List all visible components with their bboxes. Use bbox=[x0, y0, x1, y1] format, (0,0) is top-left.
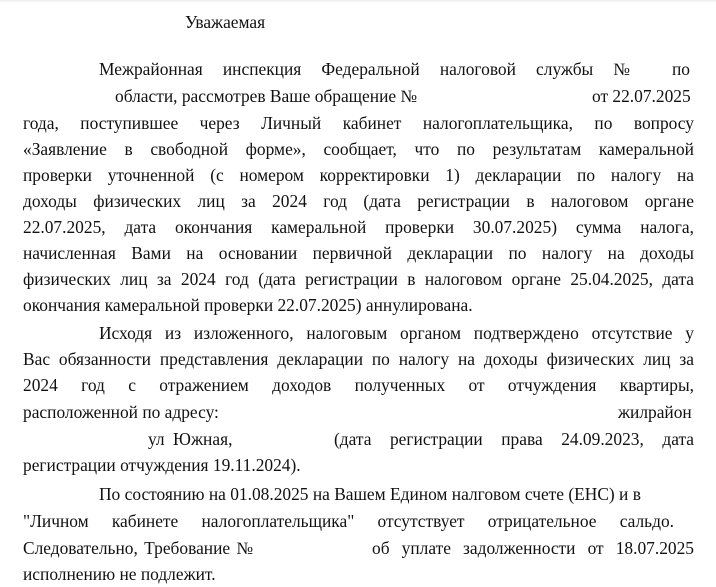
p3-line-2: "Личном кабинете налогоплательщика" отсутствует отрицательное сальдо. bbox=[23, 511, 674, 531]
p1-line-1-tail: по bbox=[672, 59, 691, 79]
p2-line-4-tail: жилрайон bbox=[618, 402, 692, 422]
p2-line-3: 2024 год с отражением доходов полученных от отчуждения квартиры, bbox=[23, 375, 694, 395]
p3-line-1: По состоянию на 01.08.2025 на Вашем Едином налговом счете (ЕНС) и в bbox=[99, 484, 641, 504]
p2-line-5: ул Южная, bbox=[148, 429, 233, 449]
p2-line-5-tail: (дата регистрации права 24.09.2023, дата bbox=[334, 429, 694, 449]
p2-line-6: регистрации отчуждения 19.11.2024). bbox=[23, 455, 301, 475]
greeting: Уважаемая bbox=[185, 12, 266, 32]
p1-line-8: начисленная Вами на основании первичной декларации по налогу на доходы bbox=[23, 243, 694, 263]
p1-line-2: области, рассмотрев Ваше обращение № bbox=[115, 86, 418, 106]
page-top-edge bbox=[0, 0, 716, 3]
p1-line-4: «Заявление в свободной форме», сообщает, что по результатам камеральной bbox=[23, 139, 694, 159]
p1-line-6: доходы физических лиц за 2024 год (дата регистрации в налоговом органе bbox=[23, 191, 694, 211]
p1-line-9: физических лиц за 2024 год (дата регистрации в налоговом органе 25.04.2025, дата bbox=[23, 269, 694, 289]
p3-line-3: Следовательно, Требование № bbox=[23, 538, 254, 558]
p1-line-7: 22.07.2025, дата окончания камеральной проверки 30.07.2025) сумма налога, bbox=[23, 217, 694, 237]
p3-line-4: исполнению не подлежит. bbox=[23, 564, 216, 584]
p2-line-1: Исходя из изложенного, налоговым органом подтверждено отсутствие у bbox=[99, 323, 694, 343]
p1-line-3: года, поступившее через Личный кабинет налогоплательщика, по вопросу bbox=[23, 113, 694, 133]
p1-line-2-date: от 22.07.2025 bbox=[592, 86, 691, 106]
p1-line-10: окончания камеральной проверки 22.07.2025) аннулирована. bbox=[23, 295, 473, 315]
p2-line-4: расположенной по адресу: bbox=[23, 402, 219, 422]
p1-line-1: Межрайонная инспекция Федеральной налоговой службы № bbox=[99, 59, 630, 79]
p2-line-2: Вас обязанности представления декларации по налогу на доходы физических лиц за bbox=[23, 349, 694, 369]
p3-line-3-tail: об уплате задолженности от 18.07.2025 bbox=[372, 538, 694, 558]
p1-line-5: проверки уточненной (с номером корректировки 1) декларации по налогу на bbox=[23, 165, 694, 185]
